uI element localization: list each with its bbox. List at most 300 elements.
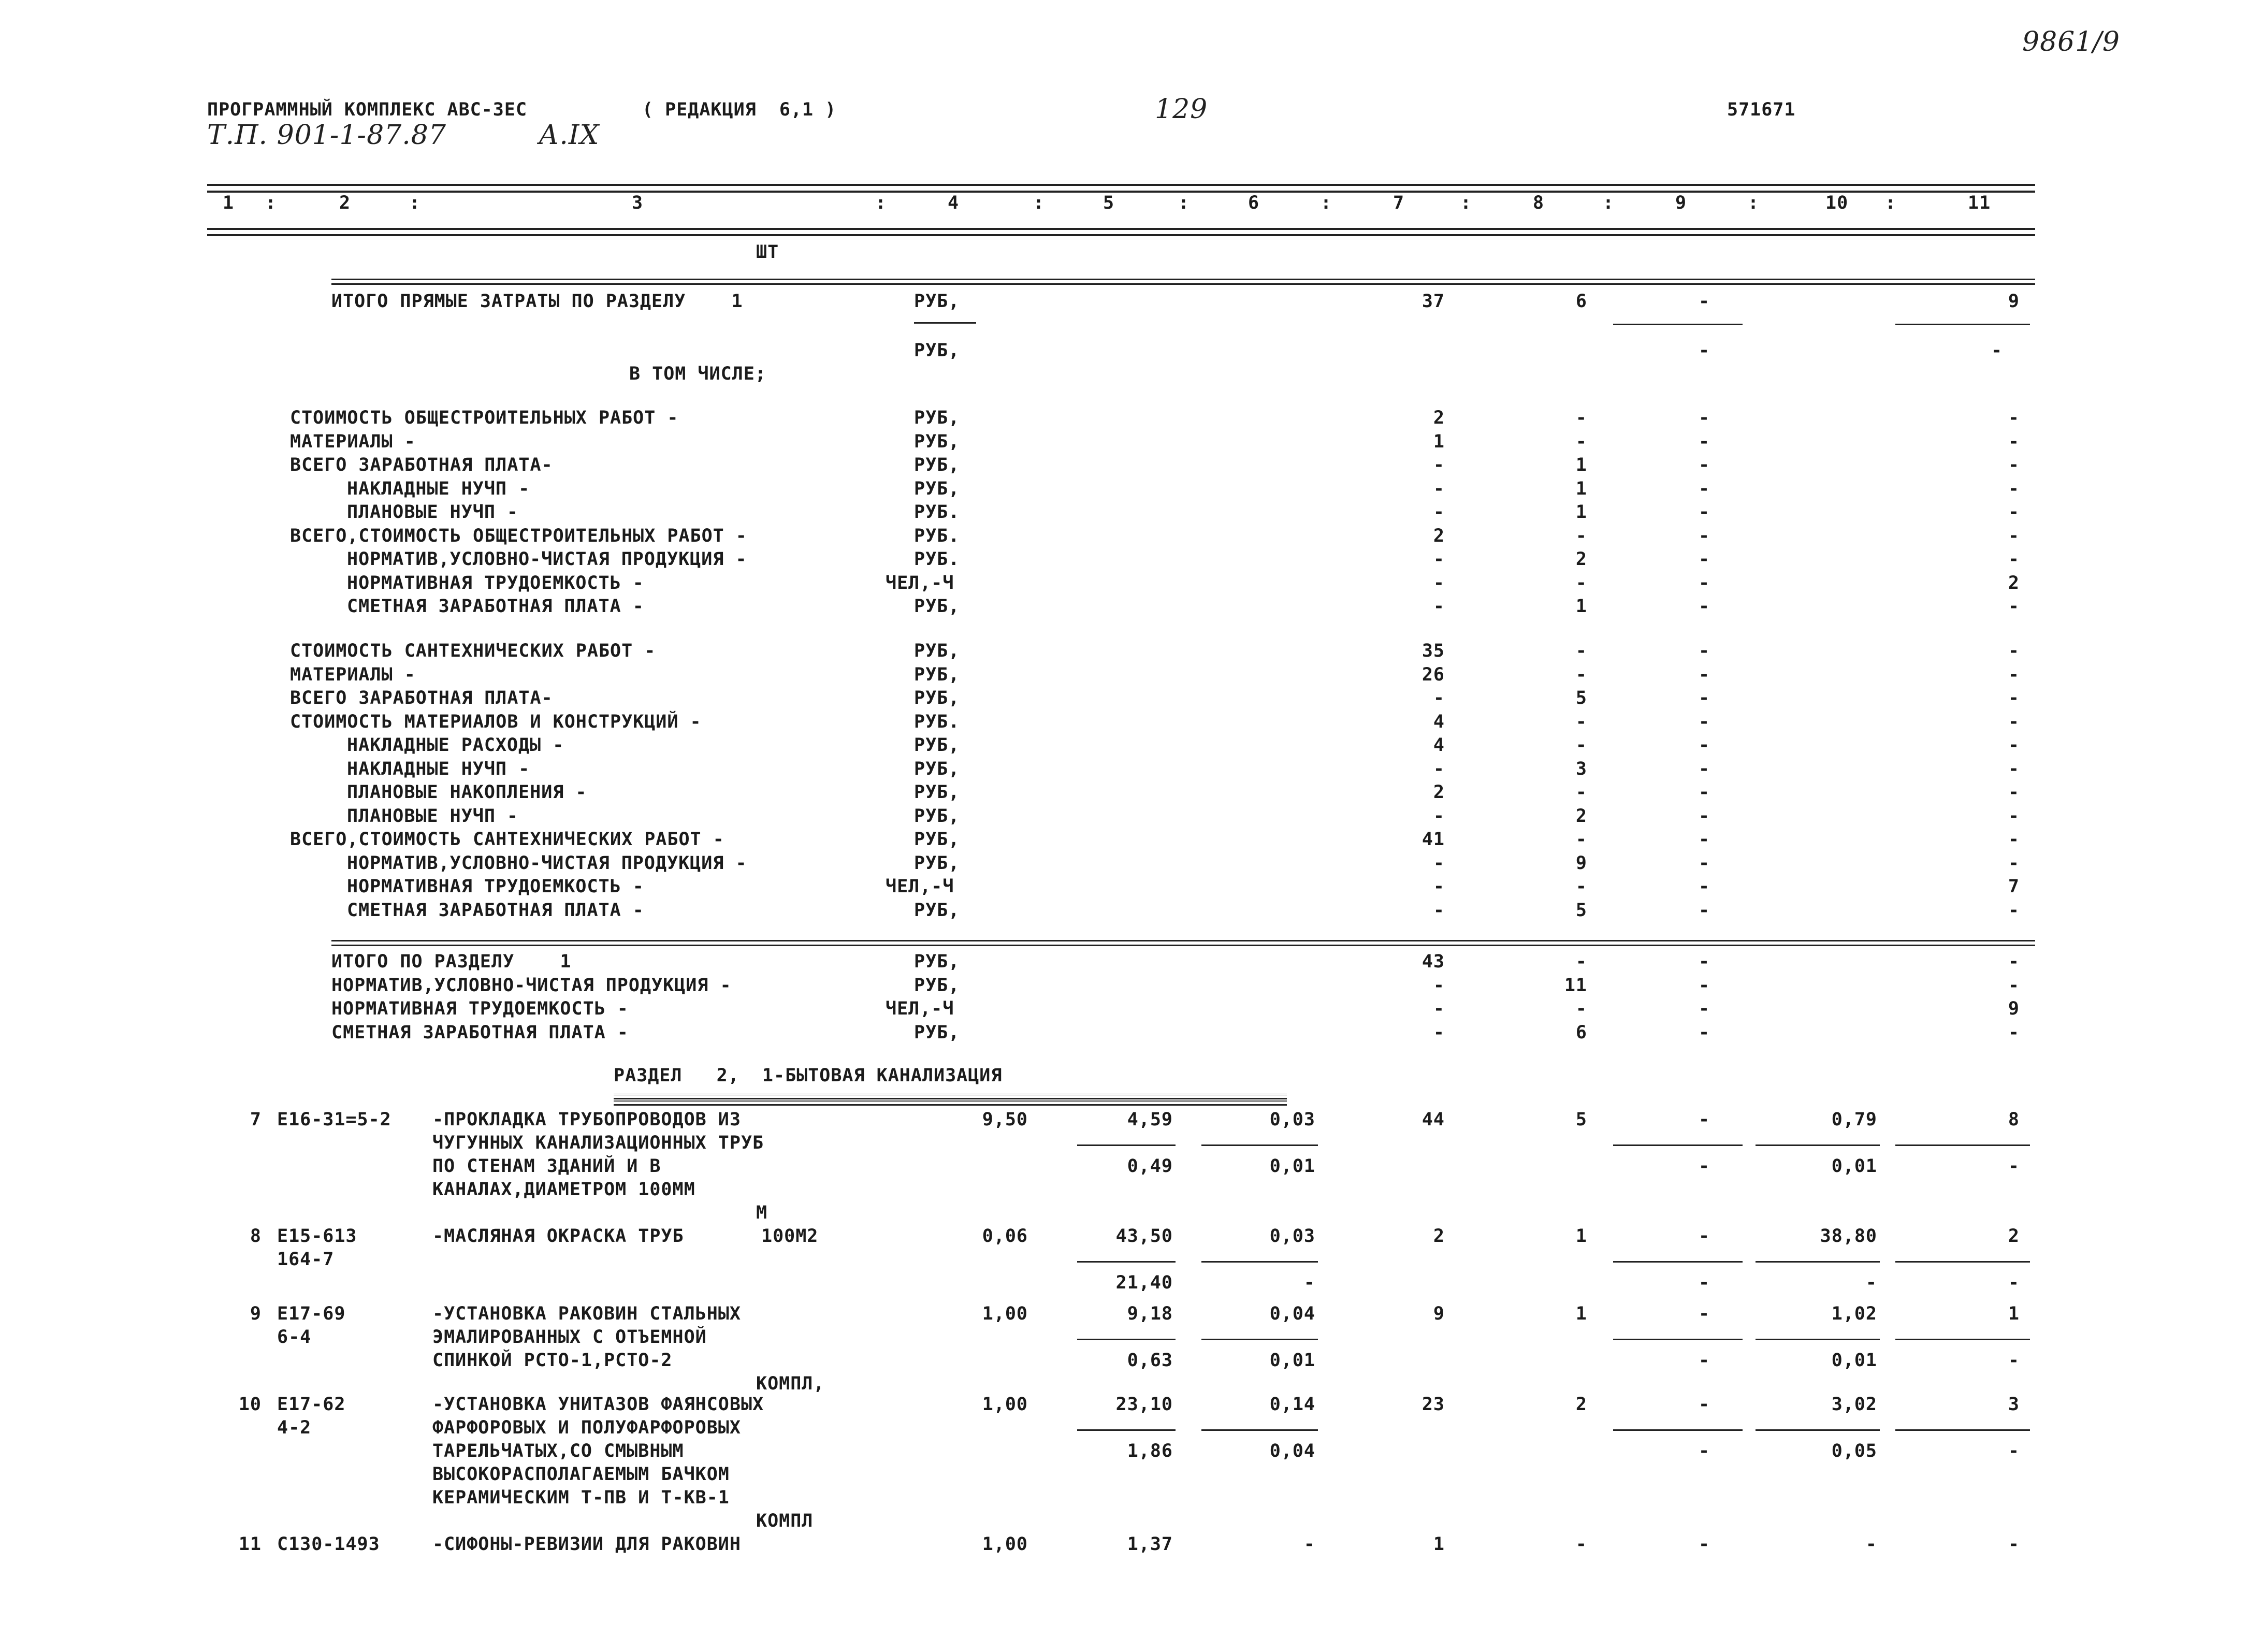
column-separator: : xyxy=(875,193,887,213)
cell-c9: - xyxy=(1699,1226,1710,1247)
cell-c9: - xyxy=(1699,829,1710,850)
cell-c8: 9 xyxy=(1575,852,1587,874)
cell-c9: - xyxy=(1699,1394,1710,1415)
cell-c11: - xyxy=(2008,782,2020,803)
row-unit: РУБ, xyxy=(914,758,960,779)
cell-c8: - xyxy=(1575,998,1587,1019)
cell-c8: - xyxy=(1575,782,1587,803)
item-description: ПО СТЕНАМ ЗДАНИЙ И В xyxy=(432,1156,661,1177)
cell-c9: - xyxy=(1699,1441,1710,1461)
row-label: СТОИМОСТЬ ОБЩЕСТРОИТЕЛЬНЫХ РАБОТ - xyxy=(290,408,679,428)
cell-c4: 1,00 xyxy=(982,1394,1028,1415)
item-description: ВЫСОКОРАСПОЛАГАЕМЫМ БАЧКОМ xyxy=(432,1464,730,1485)
row-label: ВСЕГО,СТОИМОСТЬ ОБЩЕСТРОИТЕЛЬНЫХ РАБОТ - xyxy=(290,525,747,546)
item-description: ТАРЕЛЬЧАТЫХ,СО СМЫВНЫМ xyxy=(432,1441,684,1461)
cell-c11: 2 xyxy=(2008,572,2020,593)
rule-line xyxy=(1077,1429,1176,1431)
cell-c8: 1 xyxy=(1575,1226,1587,1247)
rule-line xyxy=(1895,1261,2030,1263)
cell-c11: 9 xyxy=(2008,291,2020,312)
cell-c7: 2 xyxy=(1433,782,1445,803)
cell-c10: 0,01 xyxy=(1831,1350,1877,1371)
row-label: ИТОГО ПО РАЗДЕЛУ 1 xyxy=(331,951,572,972)
cell-c7: 41 xyxy=(1421,829,1445,850)
cell-c6: - xyxy=(1303,1272,1315,1293)
cell-c7: - xyxy=(1433,596,1445,617)
cell-c11: - xyxy=(2008,688,2020,708)
row-unit: РУБ, xyxy=(914,852,960,874)
album-number: А.IX xyxy=(539,120,600,151)
row-label: СМЕТНАЯ ЗАРАБОТНАЯ ПЛАТА - xyxy=(347,900,644,921)
row-unit: РУБ, xyxy=(914,408,960,428)
cell-c7: - xyxy=(1433,455,1445,475)
cell-c8: 2 xyxy=(1575,1394,1587,1415)
page-number: 129 xyxy=(1155,94,1208,125)
column-header: 7 xyxy=(1393,193,1405,213)
cell-c8: 6 xyxy=(1575,291,1587,312)
row-unit: РУБ, xyxy=(914,455,960,475)
row-unit: РУБ. xyxy=(914,502,960,523)
row-label: ПЛАНОВЫЕ НАКОПЛЕНИЯ - xyxy=(347,782,587,803)
row-unit: РУБ, xyxy=(914,1022,960,1043)
cell-c11: 3 xyxy=(2008,1394,2020,1415)
cell-c6: 0,01 xyxy=(1269,1350,1315,1371)
row-unit: РУБ, xyxy=(914,975,960,996)
item-code: С130-1493 xyxy=(277,1534,380,1555)
cell-c10: 0,05 xyxy=(1831,1441,1877,1461)
cell-c9: - xyxy=(1699,711,1710,732)
cell-c11: - xyxy=(2008,852,2020,874)
cell-c7: - xyxy=(1433,805,1445,827)
cell-c9: - xyxy=(1699,1109,1710,1130)
cell-c7: 43 xyxy=(1421,951,1445,972)
rule-line xyxy=(1201,1339,1318,1340)
rule-line xyxy=(1077,1261,1176,1263)
cell-c5: 21,40 xyxy=(1115,1272,1173,1293)
item-number: 7 xyxy=(250,1109,262,1130)
row-label: СМЕТНАЯ ЗАРАБОТНАЯ ПЛАТА - xyxy=(331,1022,629,1043)
item-description: ЧУГУННЫХ КАНАЛИЗАЦИОННЫХ ТРУБ xyxy=(432,1133,764,1153)
row-label: МАТЕРИАЛЫ - xyxy=(290,664,416,685)
cell-c7: 37 xyxy=(1421,291,1445,312)
cell-c7: - xyxy=(1433,502,1445,523)
cell-c5: 9,18 xyxy=(1127,1303,1173,1324)
item-description: -УСТАНОВКА УНИТАЗОВ ФАЯНСОВЫХ xyxy=(432,1394,764,1415)
cell-c10: - xyxy=(1865,1534,1877,1555)
cell-c7: 1 xyxy=(1433,431,1445,452)
cell-c11: - xyxy=(2008,758,2020,779)
handwritten-sheet-number: 9861/9 xyxy=(2022,26,2120,57)
cell-c11: 1 xyxy=(2008,1303,2020,1324)
rule-line xyxy=(1201,1429,1318,1431)
item-code: Е15-613 xyxy=(277,1226,357,1247)
cell-c9: - xyxy=(1699,805,1710,827)
cell-c6: 0,03 xyxy=(1269,1109,1315,1130)
item-code: Е17-62 xyxy=(277,1394,346,1415)
summary-unit: РУБ, xyxy=(914,340,960,361)
cell-c5: 1,86 xyxy=(1127,1441,1173,1461)
item-code: 164-7 xyxy=(277,1249,335,1270)
cell-c9: - xyxy=(1699,408,1710,428)
cell-c11: 8 xyxy=(2008,1109,2020,1130)
row-unit: ЧЕЛ,-Ч xyxy=(886,998,954,1019)
cell-c7: 9 xyxy=(1433,1303,1445,1324)
rule-line xyxy=(1756,1429,1880,1431)
column-header: 8 xyxy=(1533,193,1545,213)
cell-c11: - xyxy=(2008,525,2020,546)
rule-line xyxy=(1613,1339,1743,1340)
cell-c6: - xyxy=(1303,1534,1315,1555)
item-code: 6-4 xyxy=(277,1327,312,1347)
row-label: СТОИМОСТЬ САНТЕХНИЧЕСКИХ РАБОТ - xyxy=(290,641,656,661)
row-label: МАТЕРИАЛЫ - xyxy=(290,431,416,452)
cell-c11: - xyxy=(2008,829,2020,850)
item-description: -МАСЛЯНАЯ ОКРАСКА ТРУБ xyxy=(432,1226,684,1247)
column-header: 1 xyxy=(223,193,235,213)
cell-c8: - xyxy=(1575,572,1587,593)
cell-c8: - xyxy=(1575,408,1587,428)
cell-c8: 5 xyxy=(1575,900,1587,921)
row-label: ВСЕГО,СТОИМОСТЬ САНТЕХНИЧЕСКИХ РАБОТ - xyxy=(290,829,724,850)
row-unit: РУБ, xyxy=(914,735,960,756)
row-unit: РУБ, xyxy=(914,596,960,617)
cell-c4: 0,06 xyxy=(982,1226,1028,1247)
cell-c8: - xyxy=(1575,664,1587,685)
cell-c8: 1 xyxy=(1575,478,1587,499)
cell-c11: - xyxy=(1991,340,2003,361)
cell-c9: - xyxy=(1699,1350,1710,1371)
row-label: НАКЛАДНЫЕ НУЧП - xyxy=(347,758,530,779)
row-unit: ЧЕЛ,-Ч xyxy=(886,876,954,897)
row-unit: РУБ. xyxy=(914,525,960,546)
cell-c6: 0,04 xyxy=(1269,1303,1315,1324)
row-label: НОРМАТИВНАЯ ТРУДОЕМКОСТЬ - xyxy=(331,998,629,1019)
row-unit: РУБ, xyxy=(914,782,960,803)
row-unit: РУБ, xyxy=(914,688,960,708)
cell-c9: - xyxy=(1699,664,1710,685)
item-description: -ПРОКЛАДКА ТРУБОПРОВОДОВ ИЗ xyxy=(432,1109,741,1130)
column-separator: : xyxy=(1603,193,1615,213)
cell-c5: 43,50 xyxy=(1115,1226,1173,1247)
cell-c9: - xyxy=(1699,782,1710,803)
column-header: 11 xyxy=(1968,193,1991,213)
cell-c8: 1 xyxy=(1575,455,1587,475)
cell-c7: - xyxy=(1433,758,1445,779)
column-separator: : xyxy=(265,193,277,213)
cell-c7: - xyxy=(1433,852,1445,874)
cell-c8: 11 xyxy=(1564,975,1587,996)
column-separator: : xyxy=(1033,193,1045,213)
rule-line xyxy=(1895,1144,2030,1146)
header-bottom-rule xyxy=(207,228,2035,230)
cell-c11: 9 xyxy=(2008,998,2020,1019)
row-label: НАКЛАДНЫЕ НУЧП - xyxy=(347,478,530,499)
cell-c10: 0,79 xyxy=(1831,1109,1877,1130)
item-number: 11 xyxy=(238,1534,262,1555)
row-label: НОРМАТИВ,УСЛОВНО-ЧИСТАЯ ПРОДУКЦИЯ - xyxy=(347,549,747,570)
cell-c9: - xyxy=(1699,455,1710,475)
row-unit: РУБ, xyxy=(914,431,960,452)
cell-c7: 2 xyxy=(1433,1226,1445,1247)
rule-line xyxy=(1613,324,1743,325)
cell-c9: - xyxy=(1699,998,1710,1019)
item-description: ЭМАЛИРОВАННЫХ С ОТЪЕМНОЙ xyxy=(432,1327,707,1347)
cell-c7: - xyxy=(1433,900,1445,921)
row-label: НОРМАТИВ,УСЛОВНО-ЧИСТАЯ ПРОДУКЦИЯ - xyxy=(347,852,747,874)
column-separator: : xyxy=(409,193,421,213)
item-number: 8 xyxy=(250,1226,262,1247)
rule-line xyxy=(1613,1144,1743,1146)
row-label: ПЛАНОВЫЕ НУЧП - xyxy=(347,805,519,827)
rule-line xyxy=(1613,1261,1743,1263)
row-unit: РУБ, xyxy=(914,900,960,921)
cell-c8: 2 xyxy=(1575,805,1587,827)
cell-c4: 9,50 xyxy=(982,1109,1028,1130)
cell-c11: - xyxy=(2008,951,2020,972)
rule-line xyxy=(331,283,2035,285)
cell-c9: - xyxy=(1699,951,1710,972)
cell-c8: 2 xyxy=(1575,549,1587,570)
cell-c6: 0,01 xyxy=(1269,1156,1315,1177)
column-header: 4 xyxy=(948,193,960,213)
cell-c11: - xyxy=(2008,549,2020,570)
program-name: ПРОГРАММНЫЙ КОМПЛЕКС АВС-3ЕС xyxy=(207,99,528,120)
cell-c9: - xyxy=(1699,525,1710,546)
cell-c11: 7 xyxy=(2008,876,2020,897)
cell-c7: - xyxy=(1433,478,1445,499)
cell-c10: 38,80 xyxy=(1820,1226,1877,1247)
cell-c7: - xyxy=(1433,688,1445,708)
cell-c11: - xyxy=(2008,1534,2020,1555)
cell-c9: - xyxy=(1699,900,1710,921)
cell-c5: 0,49 xyxy=(1127,1156,1173,1177)
header-top-rule xyxy=(207,184,2035,186)
row-unit: РУБ. xyxy=(914,549,960,570)
item-code: Е17-69 xyxy=(277,1303,346,1324)
cell-c9: - xyxy=(1699,291,1710,312)
cell-c8: - xyxy=(1575,735,1587,756)
rule-line xyxy=(1895,1429,2030,1431)
cell-c11: - xyxy=(2008,1022,2020,1043)
cell-c7: 1 xyxy=(1433,1534,1445,1555)
cell-c9: - xyxy=(1699,1303,1710,1324)
cell-c11: - xyxy=(2008,711,2020,732)
cell-c11: - xyxy=(2008,1272,2020,1293)
cell-c6: 0,03 xyxy=(1269,1226,1315,1247)
cell-c9: - xyxy=(1699,340,1710,361)
cell-c11: - xyxy=(2008,805,2020,827)
cell-c9: - xyxy=(1699,758,1710,779)
column-separator: : xyxy=(1460,193,1472,213)
rule-line xyxy=(331,940,2035,941)
item-description: ФАРФОРОВЫХ И ПОЛУФАРФОРОВЫХ xyxy=(432,1417,741,1438)
cell-c9: - xyxy=(1699,1272,1710,1293)
rule-line xyxy=(1895,324,2030,325)
row-label: НОРМАТИВНАЯ ТРУДОЕМКОСТЬ - xyxy=(347,876,644,897)
cell-c7: 2 xyxy=(1433,408,1445,428)
cell-c8: - xyxy=(1575,525,1587,546)
rule-line xyxy=(1756,1261,1880,1263)
row-label: НОРМАТИВНАЯ ТРУДОЕМКОСТЬ - xyxy=(347,572,644,593)
cell-c7: - xyxy=(1433,572,1445,593)
item-description: -УСТАНОВКА РАКОВИН СТАЛЬНЫХ xyxy=(432,1303,741,1324)
cell-c11: - xyxy=(2008,900,2020,921)
cell-c7: - xyxy=(1433,549,1445,570)
rule-line xyxy=(331,279,2035,280)
row-label: ПЛАНОВЫЕ НУЧП - xyxy=(347,502,519,523)
cell-c7: 44 xyxy=(1421,1109,1445,1130)
cell-c9: - xyxy=(1699,1022,1710,1043)
cell-c7: 4 xyxy=(1433,711,1445,732)
row-unit: РУБ, xyxy=(914,641,960,661)
item-unit: 100М2 xyxy=(761,1226,819,1247)
cell-c9: - xyxy=(1699,549,1710,570)
rule-line xyxy=(1201,1144,1318,1146)
program-edition: ( РЕДАКЦИЯ 6,1 ) xyxy=(642,99,837,120)
cell-c9: - xyxy=(1699,975,1710,996)
cell-c8: - xyxy=(1575,829,1587,850)
rule-line xyxy=(331,945,2035,946)
cell-c5: 1,37 xyxy=(1127,1534,1173,1555)
unit-label: ШТ xyxy=(756,242,779,263)
cell-c7: 23 xyxy=(1421,1394,1445,1415)
cell-c8: - xyxy=(1575,876,1587,897)
cell-c11: 2 xyxy=(2008,1226,2020,1247)
item-unit: КОМПЛ xyxy=(756,1511,814,1531)
column-header: 10 xyxy=(1825,193,1849,213)
item-number: 10 xyxy=(238,1394,262,1415)
rule-line xyxy=(1077,1144,1176,1146)
cell-c10: 3,02 xyxy=(1831,1394,1877,1415)
row-unit: РУБ, xyxy=(914,805,960,827)
row-label: СМЕТНАЯ ЗАРАБОТНАЯ ПЛАТА - xyxy=(347,596,644,617)
column-separator: : xyxy=(1321,193,1332,213)
column-header: 3 xyxy=(632,193,644,213)
cell-c5: 23,10 xyxy=(1115,1394,1173,1415)
cell-c11: - xyxy=(2008,478,2020,499)
row-unit: РУБ, xyxy=(914,478,960,499)
cell-c4: 1,00 xyxy=(982,1534,1028,1555)
cell-c7: - xyxy=(1433,876,1445,897)
item-description: -СИФОНЫ-РЕВИЗИИ ДЛЯ РАКОВИН xyxy=(432,1534,741,1555)
row-label: НАКЛАДНЫЕ РАСХОДЫ - xyxy=(347,735,564,756)
item-unit: КОМПЛ, xyxy=(756,1373,825,1394)
cell-c4: 1,00 xyxy=(982,1303,1028,1324)
rule-line xyxy=(1895,1339,2030,1340)
cell-c9: - xyxy=(1699,641,1710,661)
item-code: Е16-31=5-2 xyxy=(277,1109,391,1130)
cell-c9: - xyxy=(1699,852,1710,874)
row-unit: ЧЕЛ,-Ч xyxy=(886,572,954,593)
cell-c11: - xyxy=(2008,641,2020,661)
cell-c11: - xyxy=(2008,1156,2020,1177)
column-header: 5 xyxy=(1103,193,1115,213)
cell-c9: - xyxy=(1699,502,1710,523)
cell-c9: - xyxy=(1699,1534,1710,1555)
row-label: ВСЕГО ЗАРАБОТНАЯ ПЛАТА- xyxy=(290,688,553,708)
cell-c8: 1 xyxy=(1575,502,1587,523)
cell-c11: - xyxy=(2008,431,2020,452)
rule-line xyxy=(1756,1339,1880,1340)
section-title: РАЗДЕЛ 2, 1-БЫТОВАЯ КАНАЛИЗАЦИЯ xyxy=(614,1065,1003,1086)
item-description: КАНАЛАХ,ДИАМЕТРОМ 100ММ xyxy=(432,1179,695,1200)
cell-c11: - xyxy=(2008,408,2020,428)
rule-line xyxy=(1201,1261,1318,1263)
cell-c11: - xyxy=(2008,975,2020,996)
cell-c9: - xyxy=(1699,478,1710,499)
rule-line xyxy=(1613,1429,1743,1431)
row-label: ВСЕГО ЗАРАБОТНАЯ ПЛАТА- xyxy=(290,455,553,475)
column-separator: : xyxy=(1885,193,1897,213)
cell-c8: - xyxy=(1575,1534,1587,1555)
cell-c11: - xyxy=(2008,455,2020,475)
column-header: 6 xyxy=(1248,193,1260,213)
cell-c6: 0,04 xyxy=(1269,1441,1315,1461)
cell-c7: 4 xyxy=(1433,735,1445,756)
cell-c11: - xyxy=(2008,1350,2020,1371)
item-code: 4-2 xyxy=(277,1417,312,1438)
item-number: 9 xyxy=(250,1303,262,1324)
cell-c8: - xyxy=(1575,951,1587,972)
cell-c9: - xyxy=(1699,735,1710,756)
cell-c8: - xyxy=(1575,431,1587,452)
cell-c7: 35 xyxy=(1421,641,1445,661)
cell-c11: - xyxy=(2008,735,2020,756)
cell-c10: 1,02 xyxy=(1831,1303,1877,1324)
cell-c9: - xyxy=(1699,572,1710,593)
cell-c7: - xyxy=(1433,998,1445,1019)
cell-c8: - xyxy=(1575,641,1587,661)
cell-c5: 4,59 xyxy=(1127,1109,1173,1130)
project-number: Т.П. 901-1-87.87 xyxy=(207,120,446,151)
column-header: 9 xyxy=(1675,193,1687,213)
cell-c10: 0,01 xyxy=(1831,1156,1877,1177)
cell-c10: - xyxy=(1865,1272,1877,1293)
summary-unit: РУБ, xyxy=(914,291,960,312)
cell-c8: - xyxy=(1575,711,1587,732)
cell-c9: - xyxy=(1699,876,1710,897)
document-code: 571671 xyxy=(1727,99,1796,120)
item-description: КЕРАМИЧЕСКИМ Т-ПВ И Т-КВ-1 xyxy=(432,1487,730,1508)
cell-c11: - xyxy=(2008,596,2020,617)
cell-c7: - xyxy=(1433,1022,1445,1043)
column-separator: : xyxy=(1178,193,1190,213)
cell-c9: - xyxy=(1699,1156,1710,1177)
row-unit: РУБ, xyxy=(914,829,960,850)
section-double-rule xyxy=(614,1100,1287,1106)
summary-label: ИТОГО ПРЯМЫЕ ЗАТРАТЫ ПО РАЗДЕЛУ 1 xyxy=(331,291,743,312)
section-double-rule xyxy=(614,1094,1287,1099)
cell-c9: - xyxy=(1699,688,1710,708)
cell-c8: 1 xyxy=(1575,1303,1587,1324)
header-bottom-rule-2 xyxy=(207,234,2035,236)
cell-c8: 1 xyxy=(1575,596,1587,617)
including-label: В ТОМ ЧИСЛЕ; xyxy=(629,364,766,384)
cell-c11: - xyxy=(2008,1441,2020,1461)
cell-c6: 0,14 xyxy=(1269,1394,1315,1415)
header-top-rule-2 xyxy=(207,191,2035,193)
cell-c9: - xyxy=(1699,596,1710,617)
cell-c8: 5 xyxy=(1575,1109,1587,1130)
cell-c11: - xyxy=(2008,664,2020,685)
item-description: СПИНКОЙ РСТО-1,РСТО-2 xyxy=(432,1350,673,1371)
cell-c8: 5 xyxy=(1575,688,1587,708)
column-separator: : xyxy=(1748,193,1760,213)
cell-c7: 2 xyxy=(1433,525,1445,546)
rule-line xyxy=(914,322,976,324)
cell-c7: - xyxy=(1433,975,1445,996)
row-label: СТОИМОСТЬ МАТЕРИАЛОВ И КОНСТРУКЦИЙ - xyxy=(290,711,702,732)
